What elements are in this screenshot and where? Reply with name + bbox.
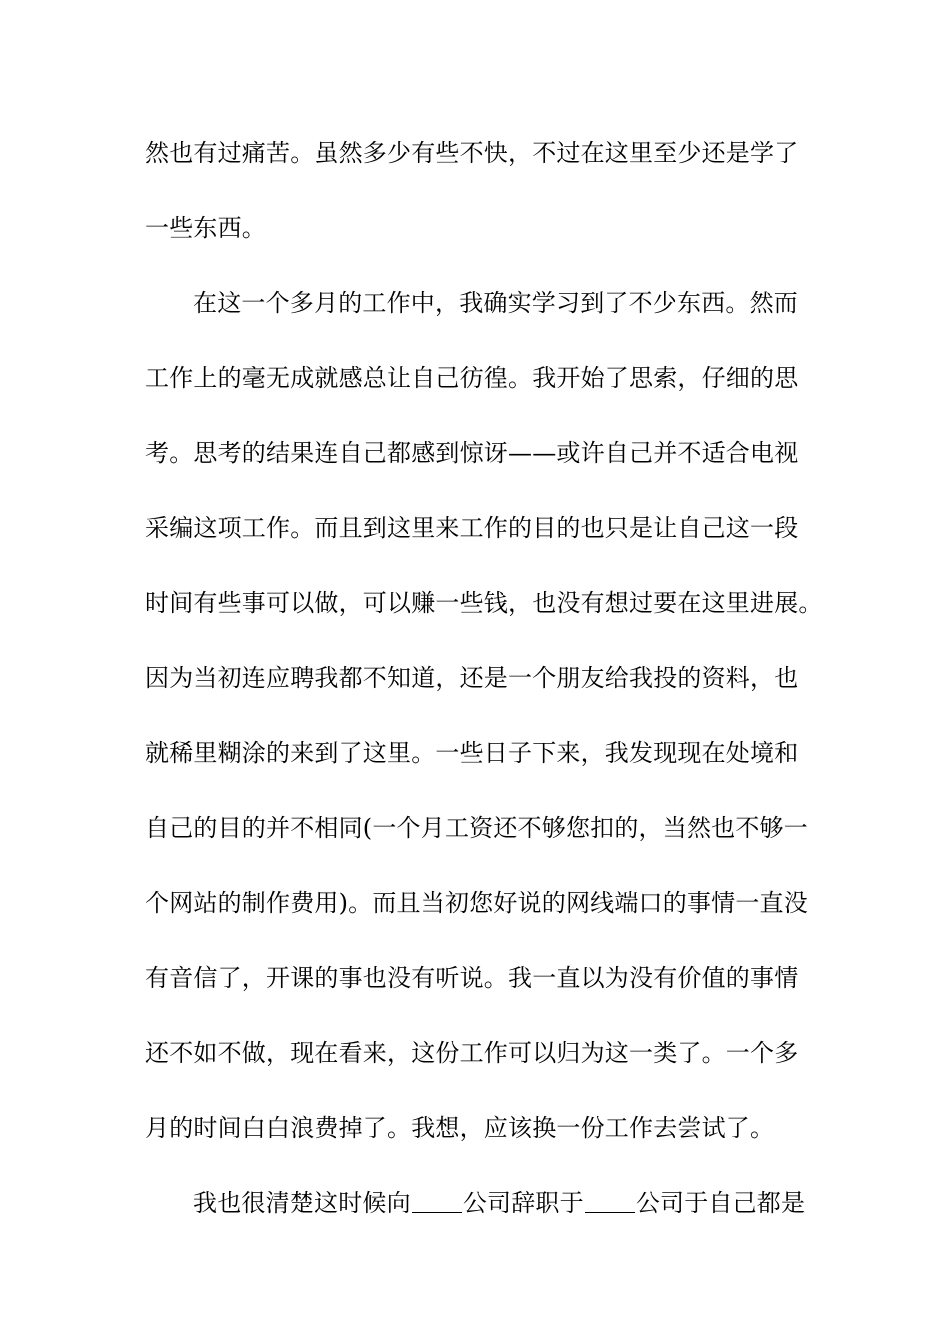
text-line: 还不如不做，现在看来，这份工作可以归为这一类了。一个多	[145, 1039, 799, 1067]
text-line: 有音信了，开课的事也没有听说。我一直以为没有价值的事情	[145, 964, 799, 992]
text-line: 月的时间白白浪费掉了。我想，应该换一份工作去尝试了。	[145, 1114, 775, 1142]
text-line: 自己的目的并不相同(一个月工资还不够您扣的，当然也不够一	[145, 814, 808, 842]
text-fragment: 公司辞职于	[462, 1189, 584, 1217]
text-line: 工作上的毫无成就感总让自己彷徨。我开始了思索，仔细的思	[145, 364, 799, 392]
text-line: 然也有过痛苦。虽然多少有些不快，不过在这里至少还是学了	[145, 139, 799, 167]
text-line: 就稀里糊涂的来到了这里。一些日子下来，我发现现在处境和	[145, 739, 799, 767]
fill-in-blank	[412, 1190, 462, 1213]
text-line: 考。思考的结果连自己都感到惊讶——或许自己并不适合电视	[145, 439, 799, 467]
fill-in-blank	[585, 1190, 635, 1213]
body-text	[145, 124, 825, 1249]
text-line: 采编这项工作。而且到这里来工作的目的也只是让自己这一段	[145, 514, 799, 542]
text-line: 一些东西。	[145, 214, 266, 242]
text-line: 因为当初连应聘我都不知道，还是一个朋友给我投的资料，也	[145, 664, 799, 692]
text-line: 时间有些事可以做，可以赚一些钱，也没有想过要在这里进展。	[145, 589, 823, 617]
text-line: 个网站的制作费用)。而且当初您好说的网线端口的事情一直没	[145, 889, 808, 917]
paragraph-start-line: 在这一个多月的工作中，我确实学习到了不少东西。然而	[193, 289, 798, 317]
text-fragment: 公司于自己都是	[635, 1189, 806, 1217]
text-fragment: 我也很清楚这时候向	[193, 1189, 411, 1217]
paragraph-start-line	[145, 1174, 825, 1249]
